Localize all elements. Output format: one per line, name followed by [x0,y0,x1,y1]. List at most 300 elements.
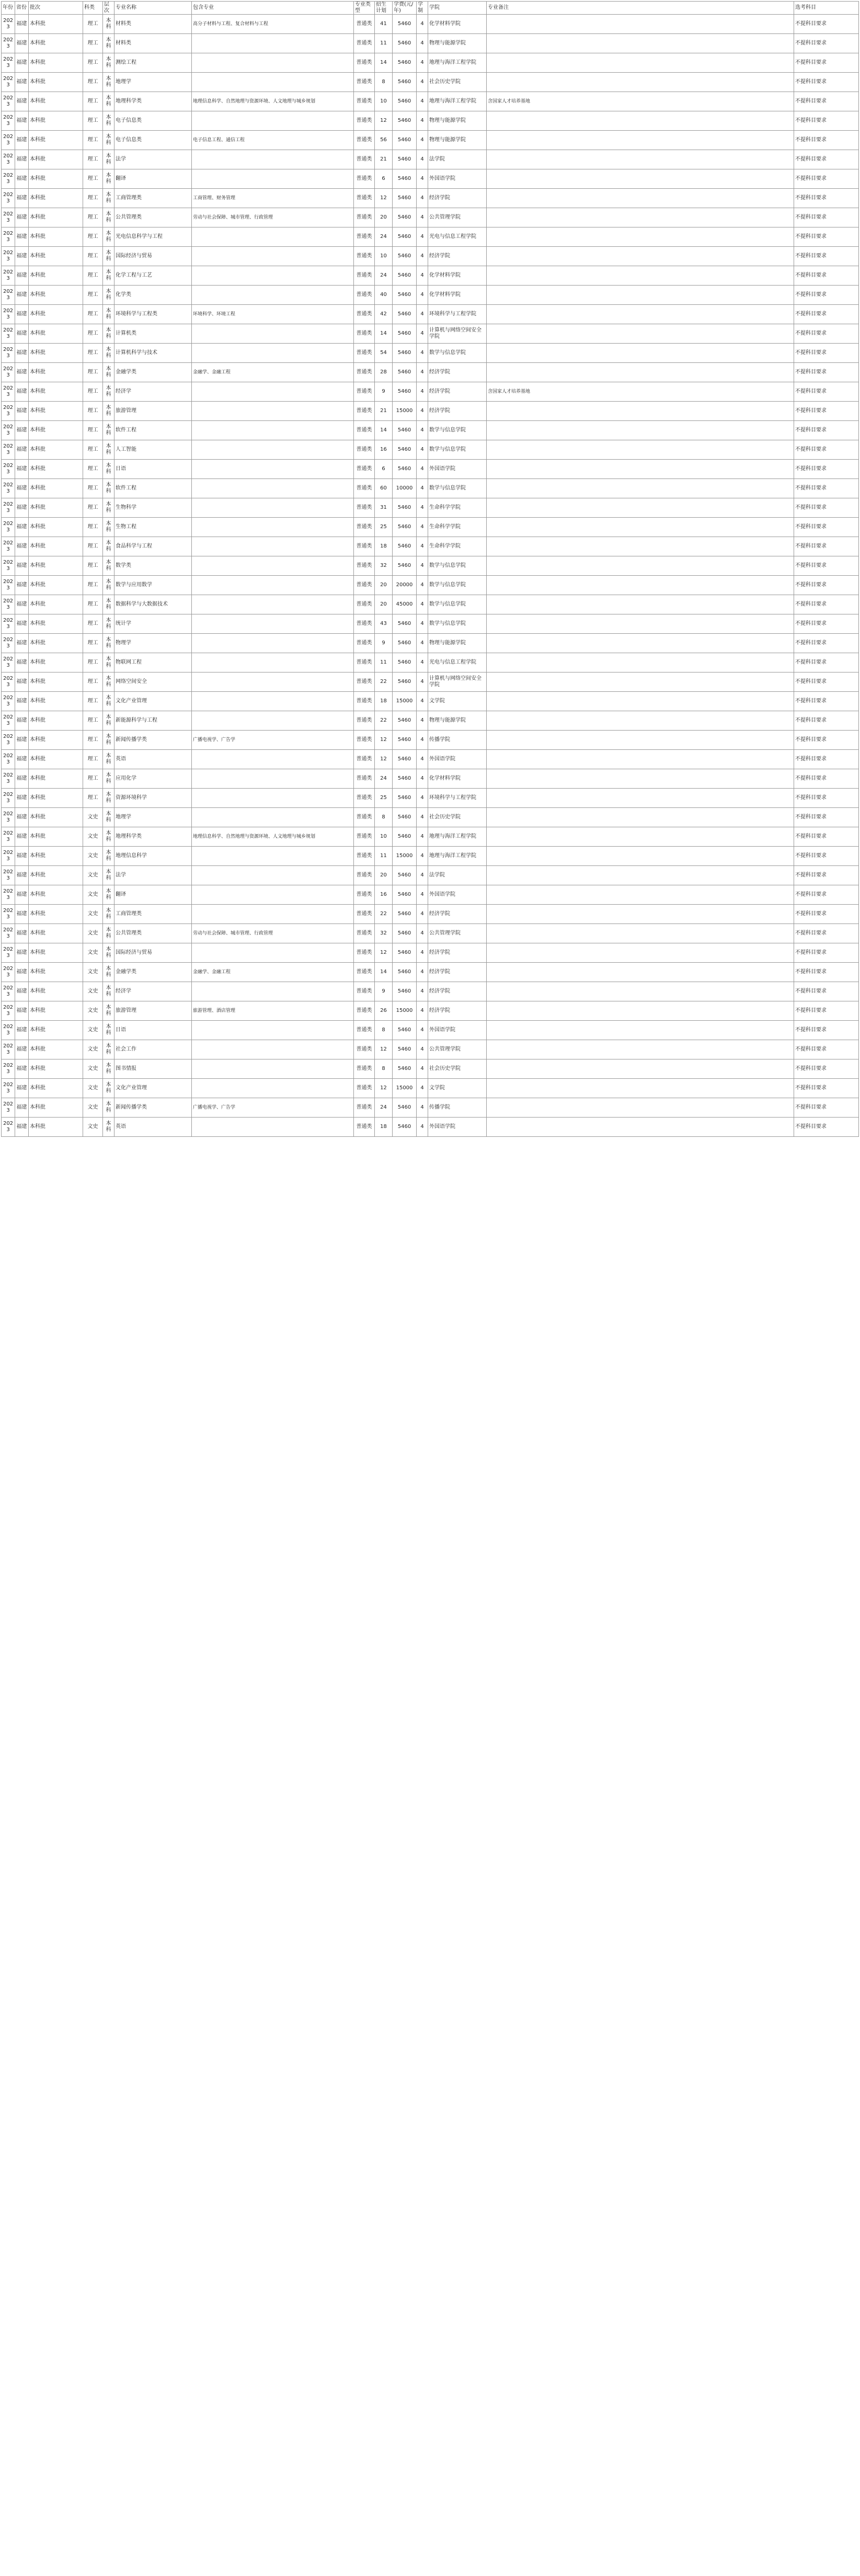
table-cell: 不提科目要求 [794,537,859,556]
table-cell: 5460 [393,982,417,1001]
table-cell: 物理学 [114,634,192,653]
table-row [2,1079,859,1098]
table-cell: 26 [375,1001,393,1021]
table-cell: 社会工作 [114,1040,192,1059]
table-cell: 福建 [15,1118,29,1137]
table-cell [192,421,354,440]
table-cell: 不提科目要求 [794,924,859,943]
table-cell: 24 [375,227,393,247]
table-cell: 理工 [83,711,103,731]
table-cell: 本科批 [29,885,83,905]
table-row [2,247,859,266]
table-cell: 本科 [103,247,114,266]
table-row [2,1118,859,1137]
table-cell: 文史 [83,866,103,885]
table-cell: 4 [417,576,428,595]
table-cell: 普通类 [354,324,375,344]
table-cell: 不提科目要求 [794,324,859,344]
table-cell [487,169,794,189]
table-row [2,1001,859,1021]
table-cell: 福建 [15,905,29,924]
table-cell [487,943,794,963]
table-cell: 文史 [83,1098,103,1118]
column-header: 省份 [15,2,29,15]
table-cell: 4 [417,885,428,905]
table-cell: 20000 [393,576,417,595]
table-cell [487,769,794,789]
table-cell: 4 [417,227,428,247]
table-cell: 5460 [393,111,417,131]
table-cell: 31 [375,498,393,518]
column-header: 专业名称 [114,2,192,15]
table-cell: 不提科目要求 [794,905,859,924]
table-row [2,711,859,731]
table-cell: 经济学院 [428,247,487,266]
table-cell: 2023 [2,556,15,576]
table-row [2,324,859,344]
table-cell: 本科 [103,750,114,769]
table-cell: 文史 [83,943,103,963]
table-cell: 本科 [103,382,114,402]
table-row [2,808,859,827]
table-row [2,827,859,847]
table-row [2,363,859,382]
table-cell: 文史 [83,847,103,866]
table-cell: 经济学院 [428,963,487,982]
table-cell: 福建 [15,1098,29,1118]
table-cell: 本科批 [29,111,83,131]
table-cell [487,827,794,847]
table-cell: 4 [417,1118,428,1137]
table-cell: 5460 [393,673,417,692]
table-cell: 2023 [2,808,15,827]
table-cell: 4 [417,53,428,73]
table-row [2,131,859,150]
table-cell: 文史 [83,827,103,847]
table-cell: 数学与应用数学 [114,576,192,595]
table-cell [192,382,354,402]
table-cell [192,866,354,885]
table-cell: 10000 [393,479,417,498]
table-body [2,15,859,1137]
table-cell: 福建 [15,53,29,73]
table-cell: 21 [375,150,393,169]
table-cell: 普通类 [354,924,375,943]
table-cell: 公共管理学院 [428,924,487,943]
table-cell: 9 [375,634,393,653]
table-cell: 本科批 [29,711,83,731]
table-cell: 4 [417,518,428,537]
table-cell: 化学材料学院 [428,286,487,305]
table-cell: 物理与能源学院 [428,634,487,653]
table-cell: 2023 [2,324,15,344]
table-cell: 本科 [103,982,114,1001]
table-cell: 2023 [2,227,15,247]
table-cell: 物理与能源学院 [428,711,487,731]
table-cell [192,653,354,673]
table-cell: 10 [375,247,393,266]
table-cell: 本科批 [29,769,83,789]
table-cell: 本科批 [29,344,83,363]
table-row [2,595,859,614]
table-cell: 福建 [15,692,29,711]
table-cell: 4 [417,150,428,169]
table-cell: 福建 [15,440,29,460]
table-cell: 2023 [2,460,15,479]
column-header: 学院 [428,2,487,15]
table-cell: 物理与能源学院 [428,131,487,150]
table-cell: 数学与信息学院 [428,479,487,498]
table-cell: 经济学院 [428,905,487,924]
table-cell [192,943,354,963]
table-cell: 地理与海洋工程学院 [428,53,487,73]
table-row [2,982,859,1001]
table-cell [487,692,794,711]
table-cell: 理工 [83,460,103,479]
table-row [2,169,859,189]
table-cell: 普通类 [354,73,375,92]
table-cell: 本科批 [29,556,83,576]
table-row [2,286,859,305]
table-cell: 社会历史学院 [428,808,487,827]
table-cell: 本科 [103,905,114,924]
table-cell: 普通类 [354,305,375,324]
table-row [2,750,859,769]
table-cell: 本科 [103,1040,114,1059]
table-cell: 普通类 [354,595,375,614]
table-cell: 普通类 [354,537,375,556]
table-cell: 化学材料学院 [428,769,487,789]
table-cell: 本科批 [29,286,83,305]
table-cell: 不提科目要求 [794,53,859,73]
table-cell: 本科 [103,653,114,673]
table-cell: 5460 [393,208,417,227]
table-cell: 本科批 [29,460,83,479]
table-cell: 本科 [103,711,114,731]
table-cell: 福建 [15,982,29,1001]
table-cell [487,963,794,982]
table-cell: 不提科目要求 [794,595,859,614]
table-cell: 普通类 [354,169,375,189]
table-cell: 普通类 [354,769,375,789]
table-cell: 4 [417,382,428,402]
table-cell: 本科 [103,614,114,634]
table-cell: 理工 [83,189,103,208]
table-cell: 普通类 [354,653,375,673]
table-cell: 福建 [15,576,29,595]
table-row [2,537,859,556]
table-cell: 不提科目要求 [794,731,859,750]
table-cell: 15000 [393,1001,417,1021]
table-cell: 本科批 [29,789,83,808]
table-cell: 劳动与社会保障、城市管理、行政管理 [192,924,354,943]
table-cell: 理工 [83,750,103,769]
table-cell: 理工 [83,382,103,402]
table-cell: 新能源科学与工程 [114,711,192,731]
table-cell: 本科 [103,789,114,808]
table-cell: 4 [417,402,428,421]
table-cell: 15000 [393,402,417,421]
table-cell: 8 [375,1059,393,1079]
table-row [2,498,859,518]
table-cell: 软件工程 [114,479,192,498]
table-cell: 旅游管理、酒店管理 [192,1001,354,1021]
table-cell: 32 [375,556,393,576]
table-cell [192,286,354,305]
table-cell: 经济学院 [428,402,487,421]
table-cell: 4 [417,1001,428,1021]
table-cell: 地理与海洋工程学院 [428,847,487,866]
table-cell: 福建 [15,634,29,653]
table-cell: 福建 [15,189,29,208]
table-cell: 网络空间安全 [114,673,192,692]
table-cell: 经济学院 [428,382,487,402]
table-cell: 法学 [114,866,192,885]
table-cell [192,440,354,460]
table-cell: 金融学类 [114,963,192,982]
table-cell: 本科 [103,440,114,460]
admissions-table [1,1,859,1137]
table-cell: 5460 [393,189,417,208]
table-cell: 福建 [15,789,29,808]
table-cell: 20 [375,576,393,595]
table-cell [192,460,354,479]
table-cell [192,111,354,131]
table-cell: 理工 [83,769,103,789]
table-cell [487,634,794,653]
table-cell: 理工 [83,34,103,53]
table-row [2,150,859,169]
table-cell: 理工 [83,653,103,673]
table-cell: 福建 [15,15,29,34]
table-cell: 理工 [83,53,103,73]
table-cell: 普通类 [354,885,375,905]
table-cell: 2023 [2,847,15,866]
table-cell: 文史 [83,1059,103,1079]
table-cell: 软件工程 [114,421,192,440]
table-cell: 福建 [15,247,29,266]
table-cell: 普通类 [354,53,375,73]
table-cell: 5460 [393,866,417,885]
table-cell [192,73,354,92]
table-cell: 本科批 [29,421,83,440]
table-cell: 4 [417,692,428,711]
table-cell [487,982,794,1001]
table-cell: 本科批 [29,15,83,34]
table-cell: 外国语学院 [428,1118,487,1137]
table-cell: 福建 [15,614,29,634]
column-header: 年份 [2,2,15,15]
table-cell: 福建 [15,827,29,847]
table-cell: 普通类 [354,479,375,498]
table-row [2,382,859,402]
table-cell: 福建 [15,266,29,286]
table-cell: 文史 [83,1021,103,1040]
table-cell: 普通类 [354,1059,375,1079]
table-cell: 不提科目要求 [794,789,859,808]
table-row [2,692,859,711]
table-cell: 15000 [393,847,417,866]
table-cell: 福建 [15,344,29,363]
table-cell: 普通类 [354,518,375,537]
table-cell: 本科批 [29,363,83,382]
table-cell: 12 [375,750,393,769]
table-cell: 福建 [15,286,29,305]
table-cell: 本科批 [29,305,83,324]
table-cell: 4 [417,866,428,885]
table-cell: 4 [417,247,428,266]
table-cell: 理工 [83,150,103,169]
table-cell: 不提科目要求 [794,402,859,421]
table-cell: 不提科目要求 [794,382,859,402]
table-cell: 不提科目要求 [794,518,859,537]
table-cell: 含国家人才培养基地 [487,382,794,402]
table-cell: 广播电视学、广告学 [192,731,354,750]
table-cell: 4 [417,111,428,131]
table-cell: 2023 [2,363,15,382]
table-cell: 本科 [103,885,114,905]
table-cell: 5460 [393,1118,417,1137]
table-cell: 劳动与社会保障、城市管理、行政管理 [192,208,354,227]
table-cell: 福建 [15,963,29,982]
table-cell: 本科 [103,34,114,53]
table-cell: 普通类 [354,286,375,305]
table-cell: 24 [375,266,393,286]
table-cell: 普通类 [354,189,375,208]
table-cell: 生命科学学院 [428,518,487,537]
table-cell: 10 [375,92,393,111]
table-cell: 4 [417,905,428,924]
table-cell: 本科 [103,847,114,866]
table-cell: 本科 [103,479,114,498]
table-cell: 2023 [2,789,15,808]
table-cell: 4 [417,1059,428,1079]
table-cell: 数学与信息学院 [428,440,487,460]
table-cell: 2023 [2,111,15,131]
table-cell [487,808,794,827]
table-cell: 数学类 [114,556,192,576]
table-cell: 传播学院 [428,1098,487,1118]
table-cell: 理工 [83,614,103,634]
table-cell: 本科批 [29,827,83,847]
table-cell: 普通类 [354,556,375,576]
table-cell [192,847,354,866]
table-cell: 文学院 [428,1079,487,1098]
table-row [2,789,859,808]
table-header-row [2,2,859,15]
table-cell: 普通类 [354,1118,375,1137]
table-cell: 本科 [103,111,114,131]
table-cell: 本科 [103,1021,114,1040]
table-cell: 福建 [15,34,29,53]
table-cell: 食品科学与工程 [114,537,192,556]
table-cell: 20 [375,595,393,614]
table-cell: 42 [375,305,393,324]
table-cell: 福建 [15,498,29,518]
table-cell: 本科批 [29,266,83,286]
table-cell: 25 [375,789,393,808]
table-cell: 本科批 [29,150,83,169]
table-cell: 不提科目要求 [794,1118,859,1137]
table-cell: 4 [417,595,428,614]
table-cell [192,53,354,73]
table-cell [192,266,354,286]
table-cell: 5460 [393,266,417,286]
table-cell: 普通类 [354,498,375,518]
column-header: 包含专业 [192,2,354,15]
table-cell [487,266,794,286]
table-cell: 4 [417,73,428,92]
table-cell: 2023 [2,827,15,847]
table-row [2,73,859,92]
table-cell: 物理与能源学院 [428,34,487,53]
table-cell: 2023 [2,576,15,595]
table-cell: 2023 [2,614,15,634]
table-cell: 4 [417,653,428,673]
table-cell: 英语 [114,1118,192,1137]
table-cell: 福建 [15,847,29,866]
table-cell: 14 [375,421,393,440]
table-cell: 24 [375,1098,393,1118]
table-row [2,53,859,73]
table-cell: 普通类 [354,15,375,34]
table-cell: 生物科学 [114,498,192,518]
table-cell: 2023 [2,518,15,537]
table-row [2,189,859,208]
table-cell [192,324,354,344]
table-cell: 数学与信息学院 [428,614,487,634]
table-cell [192,247,354,266]
table-cell: 福建 [15,731,29,750]
table-cell: 福建 [15,227,29,247]
table-cell: 本科 [103,576,114,595]
table-cell: 普通类 [354,1079,375,1098]
table-cell: 高分子材料与工程、复合材料与工程 [192,15,354,34]
table-cell [487,421,794,440]
table-cell: 本科 [103,1118,114,1137]
table-cell: 旅游管理 [114,402,192,421]
table-cell: 11 [375,34,393,53]
table-cell: 本科 [103,286,114,305]
table-cell: 福建 [15,673,29,692]
table-cell: 2023 [2,189,15,208]
table-cell: 2023 [2,440,15,460]
table-row [2,673,859,692]
table-cell: 资源环境科学 [114,789,192,808]
table-cell: 本科 [103,73,114,92]
table-cell: 生物工程 [114,518,192,537]
table-cell: 5460 [393,286,417,305]
table-cell: 5460 [393,15,417,34]
table-cell: 福建 [15,769,29,789]
table-cell: 普通类 [354,421,375,440]
table-cell: 本科 [103,1059,114,1079]
table-cell: 普通类 [354,847,375,866]
table-row [2,518,859,537]
table-row [2,402,859,421]
table-cell: 计算机科学与技术 [114,344,192,363]
table-cell: 不提科目要求 [794,169,859,189]
table-cell [487,1098,794,1118]
table-cell: 理工 [83,324,103,344]
table-cell [192,537,354,556]
table-cell: 不提科目要求 [794,363,859,382]
table-cell: 人工智能 [114,440,192,460]
table-cell [192,614,354,634]
table-cell: 54 [375,344,393,363]
table-cell: 4 [417,286,428,305]
table-cell: 不提科目要求 [794,227,859,247]
